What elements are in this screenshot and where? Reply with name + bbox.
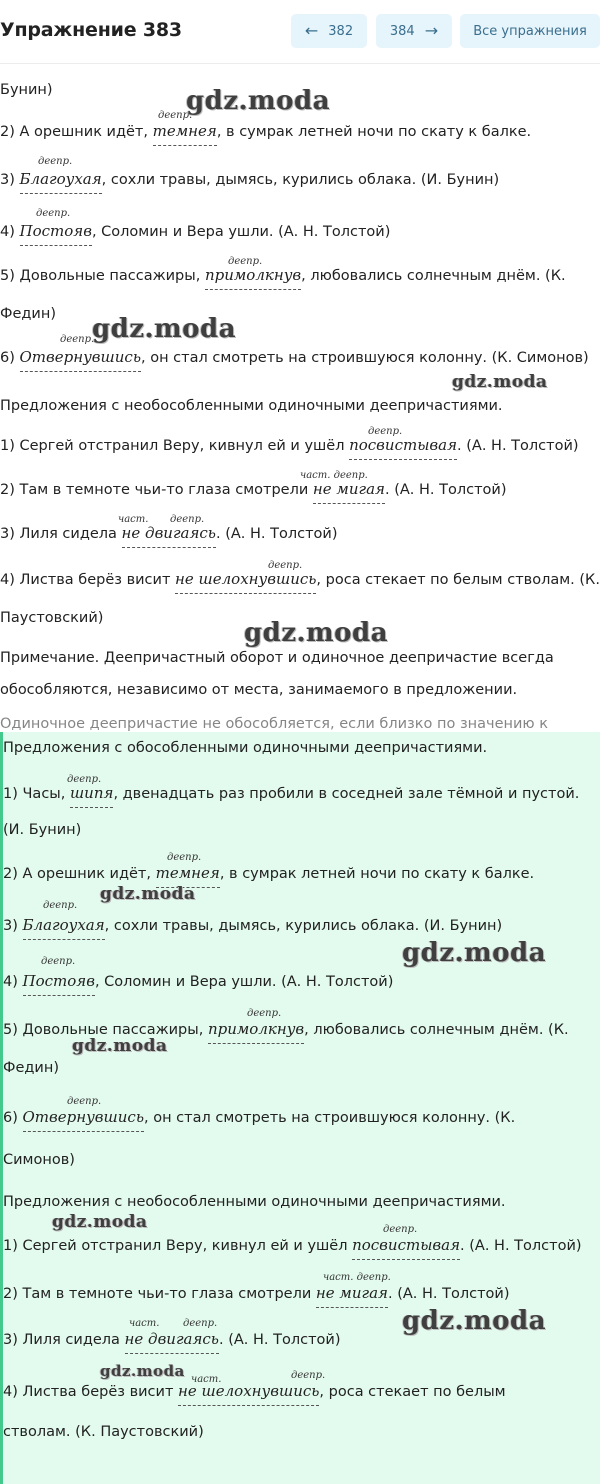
prev-exercise-label: 382: [328, 23, 354, 39]
text-line: 1) Часы, шипя, двенадцать раз пробили в соседней зале тёмной и пустой.: [3, 784, 580, 802]
part-label: деепр.: [247, 1008, 282, 1019]
arrow-left-icon: ←: [304, 21, 319, 40]
text-line: 3) Благоухая, сохли травы, дымясь, курились облака. (И. Бунин): [0, 170, 500, 188]
part-label: деепр.: [268, 560, 303, 571]
next-exercise-button[interactable]: [376, 14, 452, 48]
watermark: gdz.moda: [402, 1306, 547, 1336]
part-label: деепр.: [228, 256, 263, 267]
part-label: деепр.: [183, 1318, 218, 1329]
text-line: 4) Постояв, Соломин и Вера ушли. (А. Н. Толстой): [0, 222, 391, 240]
part-label: част. деепр.: [300, 470, 368, 481]
part-label: деепр.: [368, 426, 403, 437]
part-label: деепр.: [41, 956, 76, 967]
text-line: Симонов): [3, 1152, 75, 1168]
part-label: деепр.: [170, 514, 205, 525]
arrow-right-icon: →: [424, 21, 439, 40]
text-line: 3) Благоухая, сохли травы, дымясь, курились облака. (И. Бунин): [3, 916, 503, 934]
page-title: Упражнение 383: [0, 19, 182, 41]
section-heading: Предложения с необособленными одиночными деепричастиями.: [3, 1194, 506, 1210]
answer-panel: [0, 732, 600, 1484]
prev-exercise-button[interactable]: [291, 14, 367, 48]
section-heading: Предложения с обособленными одиночными деепричастиями.: [3, 740, 488, 756]
text-line: 1) Сергей отстранил Веру, кивнул ей и ушёл посвистывая. (А. Н. Толстой): [3, 1236, 582, 1254]
watermark: gdz.moda: [402, 938, 547, 968]
watermark: gdz.moda: [452, 372, 548, 392]
page-header: [0, 0, 600, 64]
text-line: 2) Там в темноте чьи-то глаза смотрели не мигая. (А. Н. Толстой): [0, 480, 507, 498]
part-label: деепр.: [383, 1224, 418, 1235]
part-label: деепр.: [67, 774, 102, 785]
watermark: gdz.moda: [100, 884, 196, 904]
part-label: деепр.: [67, 1096, 102, 1107]
text-line: 5) Довольные пассажиры, примолкнув, любовались солнечным днём. (К.: [0, 266, 566, 284]
all-exercises-button[interactable]: Все упражнения: [460, 14, 600, 48]
next-exercise-label: 384: [389, 23, 415, 39]
part-label: деепр.: [167, 852, 202, 863]
text-line: 6) Отвернувшись, он стал смотреть на строившуюся колонну. (К.: [3, 1108, 516, 1126]
text-line: 4) Постояв, Соломин и Вера ушли. (А. Н. Толстой): [3, 972, 394, 990]
text-line: Бунин): [0, 82, 53, 98]
note-line-faded: Одиночное деепричастие не обособляется, если близко по значению к: [0, 716, 548, 732]
text-line: 1) Сергей отстранил Веру, кивнул ей и ушёл посвистывая. (А. Н. Толстой): [0, 436, 579, 454]
text-line: 3) Лиля сидела не двигаясь. (А. Н. Толстой): [3, 1330, 341, 1348]
text-line: 4) Листва берёз висит не шелохнувшись, роса стекает по белым стволам. (К.: [0, 570, 600, 588]
section-heading: Предложения с необособленными одиночными деепричастиями.: [0, 398, 503, 414]
watermark: gdz.moda: [92, 314, 237, 344]
part-label: деепр.: [291, 1370, 326, 1381]
note-line: обособляются, независимо от места, занимаемого в предложении.: [0, 682, 518, 698]
part-label: част. деепр.: [323, 1272, 391, 1283]
text-line: Федин): [0, 306, 56, 322]
watermark: gdz.moda: [186, 86, 331, 116]
part-label: част.: [118, 514, 149, 525]
watermark: gdz.moda: [72, 1036, 168, 1056]
part-label: деепр.: [60, 334, 95, 345]
part-label: деепр.: [38, 156, 73, 167]
note-line: Примечание. Деепричастный оборот и одиночное деепричастие всегда: [0, 650, 554, 666]
part-label: деепр.: [43, 900, 78, 911]
text-line: 5) Довольные пассажиры, примолкнув, любовались солнечным днём. (К.: [3, 1020, 569, 1038]
part-label: част.: [191, 1374, 222, 1385]
text-line: 4) Листва берёз висит не шелохнувшись, роса стекает по белым: [3, 1382, 506, 1400]
text-line: Паустовский): [0, 610, 104, 626]
text-line: 2) А орешник идёт, темнея, в сумрак летней ночи по скату к балке.: [0, 122, 532, 140]
text-line: стволам. (К. Паустовский): [3, 1424, 204, 1440]
text-line: Федин): [3, 1060, 59, 1076]
text-line: (И. Бунин): [3, 822, 82, 838]
watermark: gdz.moda: [244, 618, 389, 648]
watermark: gdz.moda: [52, 1212, 148, 1232]
text-line: 6) Отвернувшись, он стал смотреть на строившуюся колонну. (К. Симонов): [0, 348, 589, 366]
text-line: 2) Там в темноте чьи-то глаза смотрели не мигая. (А. Н. Толстой): [3, 1284, 510, 1302]
part-label: деепр.: [158, 110, 193, 121]
watermark: gdz.moda: [100, 1362, 185, 1380]
part-label: деепр.: [36, 208, 71, 219]
part-label: част.: [129, 1318, 160, 1329]
text-line: 2) А орешник идёт, темнея, в сумрак летней ночи по скату к балке.: [3, 864, 535, 882]
text-line: 3) Лиля сидела не двигаясь. (А. Н. Толстой): [0, 524, 338, 542]
